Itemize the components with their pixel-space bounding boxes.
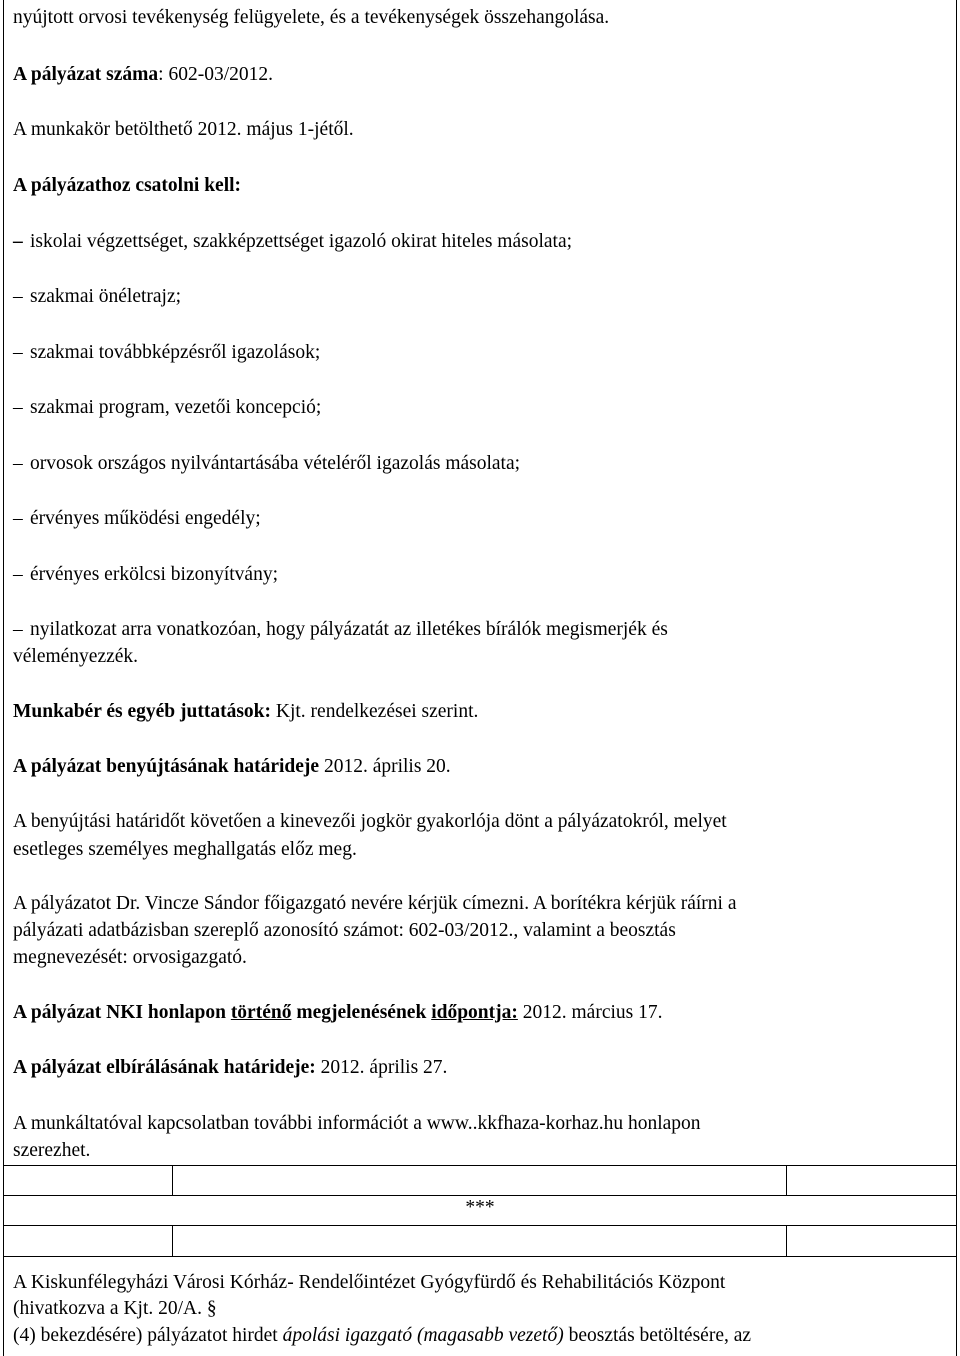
salary [13,700,478,724]
address-paragraph-line1: A pályázatot Dr. Vincze Sándor főigazgató nevére kérjük címezni. A borítékra kérjük ráírni a [13,893,737,914]
next-notice-line2: (hivatkozva a Kjt. 20/A. § [13,1298,217,1319]
address-paragraph-line2: pályázati adatbázisban szereplő azonosító számot: 602-03/2012., valamint a beosztás [13,920,676,941]
evaluation-deadline-value: 2012. április 27. [315,1057,448,1078]
separator-cell-divider [786,1225,787,1256]
decision-paragraph-line2: esetleges személyes meghallgatás előz meg. [13,839,357,860]
separator-rule [3,1165,957,1166]
application-number [13,63,273,87]
separator-rule [3,1225,957,1226]
salary-value: Kjt. rendelkezései szerint. [271,701,479,722]
attachment-item: – szakmai program, vezetői koncepció; [13,397,322,418]
separator-cell-divider [172,1225,173,1256]
attachment-item: – orvosok országos nyilvántartásába vételéről igazolás másolata; [13,453,521,474]
address-paragraph-line3: megnevezését: orvosigazgató. [13,947,247,968]
submission-deadline-label: A pályázat benyújtásának határideje [13,756,320,777]
submission-deadline-value: 2012. április 20. [319,756,451,777]
separator-cell-divider [172,1165,173,1195]
attachment-item: – nyilatkozat arra vonatkozóan, hogy pályázatát az illetékes bírálók megismerjék és [13,619,668,640]
application-number-label: A pályázat száma [13,64,159,85]
info-line1: A munkáltatóval kapcsolatban további információt a www..kkfhaza-korhaz.hu honlapon [13,1113,701,1134]
info-line2: szerezhet. [13,1140,91,1161]
attachments-heading: A pályázathoz csatolni kell: [13,175,242,196]
submission-deadline [13,755,451,779]
attachment-item: – szakmai továbbképzésről igazolások; [13,342,321,363]
nki-publication-value: 2012. március 17. [517,1002,663,1023]
attachment-item: – érvényes erkölcsi bizonyítvány; [13,564,279,585]
separator-stars: *** [465,1197,495,1218]
attachment-item-continued: véleményezzék. [13,646,139,667]
attachment-item: – szakmai önéletrajz; [13,286,182,307]
separator-cell-divider [786,1165,787,1195]
evaluation-deadline-label: A pályázat elbírálásának határideje: [13,1057,316,1078]
application-number-value: : 602-03/2012. [158,64,273,85]
next-notice-line1: A Kiskunfélegyházi Városi Kórház- Rendelőintézet Gyógyfürdő és Rehabilitációs Központ [13,1272,726,1293]
separator-rule [3,1256,957,1257]
evaluation-deadline [13,1056,447,1080]
attachment-item: – érvényes működési engedély; [13,508,261,529]
decision-paragraph-line1: A benyújtási határidőt követően a kinevezői jogkör gyakorlója dönt a pályázatokról, melyet [13,811,727,832]
intro-tail: nyújtott orvosi tevékenység felügyelete, és a tevékenységek összehangolása. [13,7,610,28]
next-notice-line3: (4) bekezdésére) pályázatot hirdet ápolási igazgató (magasabb vezető) beosztás betöltésére, az [13,1325,752,1346]
document-frame [3,0,957,1356]
nki-publication: A pályázat NKI honlapon történő megjelenésének időpontja: 2012. március 17. [13,1002,663,1023]
salary-label: Munkabér és egyéb juttatások: [13,701,272,722]
start-date: A munkakör betölthető 2012. május 1-jétől. [13,119,354,140]
attachment-item: – iskolai végzettséget, szakképzettséget igazoló okirat hiteles másolata; [13,231,573,252]
